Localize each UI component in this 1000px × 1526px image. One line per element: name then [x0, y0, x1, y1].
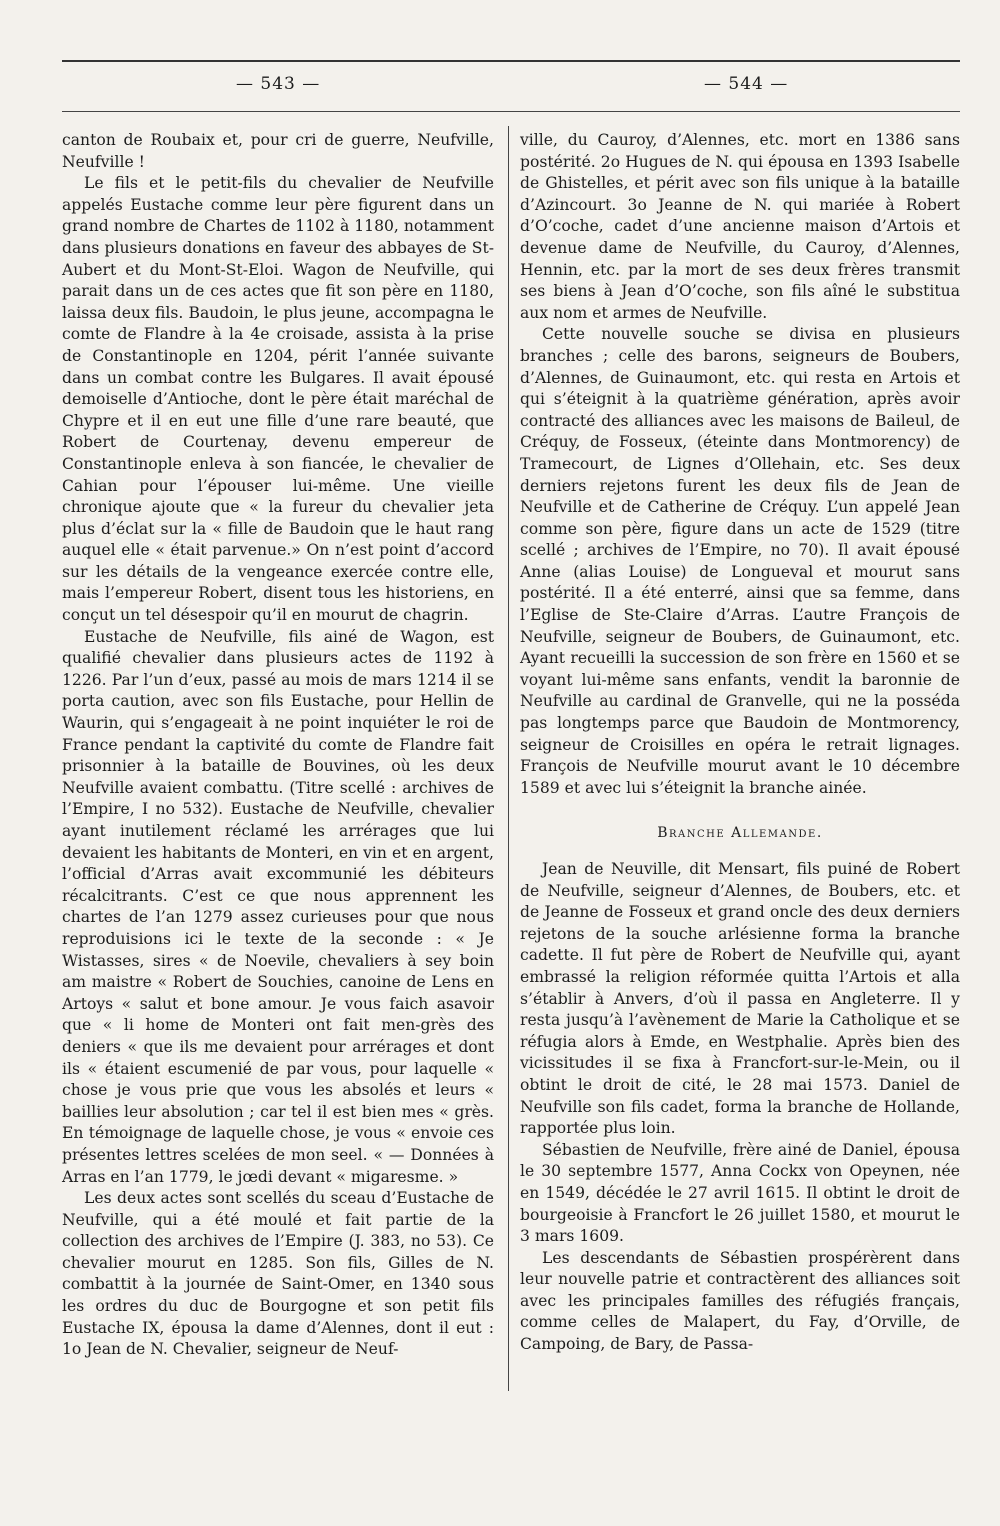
paragraph: Cette nouvelle souche se divisa en plusieurs branches ; celle des barons, seigneurs de Boubers, d’Alennes, de Guinaumont, etc. qui resta en Artois et qui s’éteignit à la quatrième génération, après avoir contracté des alliances avec les maisons de Baileul, de Créquy, de Fosseux, (éteinte dans Montmorency) de Tramecourt, de Lignes d’Ollehain, etc. Ses deux derniers rejetons furent les deux fils de Jean de Neufville et de Catherine de Créquy. L’un appelé Jean comme son père, figure dans un acte de 1529 (titre scellé ; archives de l’Empire, no 70). Il avait épousé Anne (alias Louise) de Longueval et mourut sans postérité. Il a été enterré, ainsi que sa femme, dans l’Eglise de Ste-Claire d’Arras. L’autre François de Neufville, seigneur de Boubers, de Guinaumont, etc. Ayant recueilli la succession de son frère en 1560 et se voyant lui-même sans enfants, vendit la baronnie de Neufville au cardinal de Granvelle, qui ne la posséda pas longtemps parce que Baudoin de Montmorency, seigneur de Croisilles en opéra le retrait lignages. François de Neufville mourut avant le 10 décembre 1589 et avec lui s’éteignit la branche ainée.	[520, 325, 960, 797]
top-rule	[62, 60, 960, 62]
header-rule	[62, 111, 960, 112]
page-number-left: — 543 —	[236, 74, 321, 94]
paragraph: canton de Roubaix et, pour cri de guerre, Neufville, Neufville !	[62, 131, 494, 171]
paragraph: Eustache de Neufville, fils ainé de Wagon, est qualifié chevalier dans plusieurs actes de 1192 à 1226. Par l’un d’eux, passé au mois de mars 1214 il se porta caution, avec son fils Eustache, pour Hellin de Waurin, qui s’engageait à ne point inquiéter le roi de France pendant la captivité du comte de Flandre fait prisonnier à la bataille de Bouvines, où les deux Neufville avaient combattu. (Titre scellé : archives de l’Empire, I no 532). Eustache de Neufville, chevalier ayant inutilement réclamé les arrérages que lui devaient les habitants de Monteri, en vin et en argent, l’official d’Arras avait excommunié les débiteurs récalcitrants. C’est ce que nous apprennent les chartes de l’an 1279 assez curieuses pour que nous reproduisions ici le texte de la seconde : « Je Wistasses, sires « de Noevile, chevaliers à sey boin am maistre « Robert de Souchies, canoine de Lens en Artoys « salut et bone amour. Je vous faich asavoir que « li home de Monteri ont fait men-grès des deniers « que ils me devaient pour arrérages et dont ils « étaient escumenié de par vous, pour laquelle « chose je vous prie que vous les absolés et leurs « baillies leur absolution ; car tel il est bien mes « grès. En témoignage de laquelle chose, je vous « envoie ces présentes lettres scelées de mon seel. « — Données à Arras en l’an 1779, le jœdi devant « migaresme. »	[62, 627, 494, 1186]
paragraph: Les deux actes sont scellés du sceau d’Eustache de Neufville, qui a été moulé et fait partie de la collection des archives de l’Empire (J. 383, no 53). Ce chevalier mourut en 1285. Son fils, Gilles de N. combattit à la journée de Saint-Omer, en 1340 sous les ordres du duc de Bourgogne et son petit fils Eustache IX, épousa la dame d’Alennes, dont il eut : 1o Jean de N. Chevalier, seigneur de Neuf-	[62, 1189, 494, 1359]
column-divider	[508, 126, 509, 1391]
section-heading: Branche Allemande.	[657, 825, 823, 842]
paragraph: Sébastien de Neufville, frère ainé de Daniel, épousa le 30 septembre 1577, Anna Cockx von Opeynen, née en 1549, décédée le 27 avril 1615. Il obtint le droit de bourgeoisie à Francfort le 26 juillet 1580, et mourut le 3 mars 1609.	[520, 1140, 960, 1246]
paragraph: Jean de Neuville, dit Mensart, fils puiné de Robert de Neufville, seigneur d’Alennes, de Boubers, etc. et de Jeanne de Fosseux et grand oncle des deux derniers rejetons de la souche arlésienne forma la branche cadette. Il fut père de Robert de Neufville qui, ayant embrassé la religion réformée quitta l’Artois et alla s’établir à Anvers, d’où il passa en Angleterre. Il y resta jusqu’à l’avènement de Marie la Catholique et se réfugia alors à Emde, en Westphalie. Après bien des vicissitudes il se fixa à Francfort-sur-le-Mein, ou il obtint le droit de cité, le 28 mai 1573. Daniel de Neufville son fils cadet, forma la branche de Hollande, rapportée plus loin.	[520, 860, 960, 1138]
left-column	[62, 130, 494, 1361]
paragraph: ville, du Cauroy, d’Alennes, etc. mort en 1386 sans postérité. 2o Hugues de N. qui épousa en 1393 Isabelle de Ghistelles, et périt avec son fils unique à la bataille d’Azincourt. 3o Jeanne de N. qui mariée à Robert d’O’coche, cadet d’une ancienne maison d’Artois et devenue dame de Neufville, du Cauroy, d’Alennes, Hennin, etc. par la mort de ses deux frères transmit ses biens à Jean d’O’coche, son fils aîné le substitua aux nom et armes de Neufville.	[520, 131, 960, 322]
paragraph: Les descendants de Sébastien prospérèrent dans leur nouvelle patrie et contractèrent des alliances soit avec les principales familles des réfugiés français, comme celles de Malapert, du Fay, d’Orville, de Campoing, de Bary, de Passa-	[520, 1248, 960, 1354]
page-number-right: — 544 —	[704, 74, 789, 94]
right-column	[520, 130, 960, 1356]
paragraph: Le fils et le petit-fils du chevalier de Neufville appelés Eustache comme leur père figurent dans un grand nombre de Chartes de 1102 à 1180, notamment dans plusieurs donations en faveur des abbayes de St-Aubert et du Mont-St-Eloi. Wagon de Neufville, qui parait dans un de ces actes que fit son père en 1180, laissa deux fils. Baudoin, le plus jeune, accompagna le comte de Flandre à la 4e croisade, assista à la prise de Constantinople en 1204, périt l’année suivante dans un combat contre les Bulgares. Il avait épousé demoiselle d’Antioche, dont le père était maréchal de Chypre et il en eut une fille d’une rare beauté, que Robert de Courtenay, devenu empereur de Constantinople enleva à son fiancée, le chevalier de Cahian pour l’épouser lui-même. Une vieille chronique ajoute que « la fureur du chevalier jeta plus d’éclat sur la « fille de Baudoin que le haut rang auquel elle « était parvenue.» On n’est point d’accord sur les détails de la vengeance exercée contre elle, mais l’empereur Robert, disent tous les historiens, en conçut un tel désespoir qu’il en mourut de chagrin.	[62, 174, 494, 625]
